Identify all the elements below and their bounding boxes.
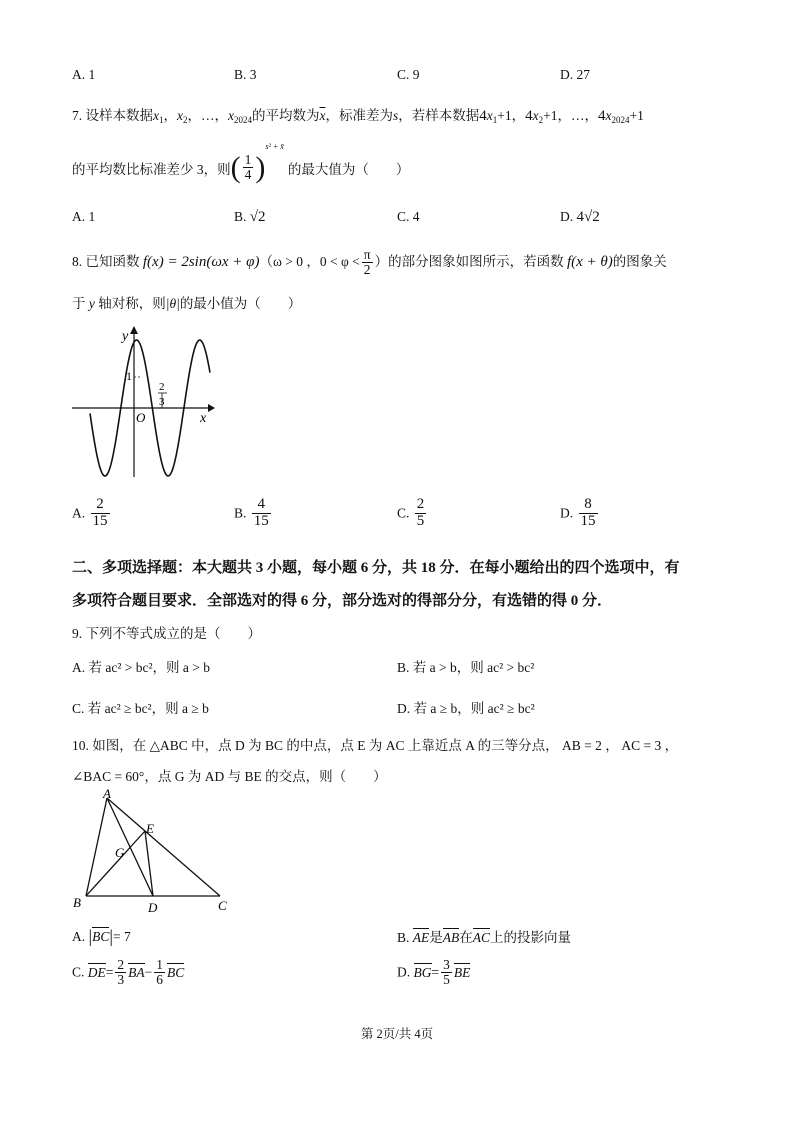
- label-g: G: [115, 845, 125, 860]
- q6-option-c: C. 9: [397, 67, 420, 82]
- q6-option-b: B. 3: [234, 67, 257, 82]
- x-label: x: [200, 411, 207, 426]
- q8-option-a: A. $\frac{2}{15}$: [72, 496, 108, 529]
- q8-option-b: B. $\frac{4}{15}$: [234, 496, 269, 529]
- page-footer: 第 2页/共 4页: [360, 1027, 434, 1041]
- label-a: A: [103, 786, 111, 801]
- label-c: C: [218, 898, 227, 913]
- q8-stem-line2: 于 y 轴对称，则|θ|的最小值为（ ）: [72, 296, 302, 311]
- q6-option-a: A. 1: [72, 67, 96, 82]
- q9-option-b: B. 若 a > b，则 ac² > bc²: [397, 660, 535, 675]
- q10-stem-line2: ∠BAC = 60°，点 G 为 AD 与 BE 的交点，则（ ）: [72, 769, 387, 784]
- q8-sine-graph: [70, 322, 220, 482]
- q7-stem-line1: 7. 设样本数据$x_1$，$x_2$，…，$x_{2024}$的平均数为$\overline{x}$，标准差为s，若样本数据$4x_1+1$，$4x_2+1$，…，$4x_{2024}+1$: [72, 108, 644, 125]
- q9-option-a: A. 若 ac² > bc²，则 a > b: [72, 660, 211, 675]
- q6-option-d: D. 27: [560, 67, 590, 82]
- section2-heading-line1: 二、多项选择题：本大题共 3 小题，每小题 6 分，共 18 分．在每小题给出的四个选项中，有: [72, 560, 680, 576]
- q7-option-a: A. 1: [72, 209, 96, 224]
- frac-den: 3: [159, 396, 165, 408]
- q8-option-d: D. $\frac{8}{15}$: [560, 496, 596, 529]
- frac-num: 2: [159, 381, 165, 393]
- q10-option-d: D. BG= $\frac{3}{5}$ BE: [397, 957, 471, 988]
- q9-option-c: C. 若 ac² ≥ bc²，则 a ≥ b: [72, 701, 209, 716]
- q7-option-c: C. 4: [397, 209, 420, 224]
- label-d: D: [148, 900, 158, 915]
- q8-option-c: C. $\frac{2}{5}$: [397, 496, 425, 529]
- q10-triangle-figure: [70, 786, 240, 916]
- q9-stem: 9. 下列不等式成立的是（ ）: [72, 626, 261, 641]
- section2-heading-line2: 多项符合题目要求．全部选对的得 6 分，部分选对的得部分分，有选错的得 0 分．: [72, 593, 613, 609]
- origin-label: O: [136, 410, 146, 425]
- y-label: y: [122, 329, 129, 344]
- q10-option-a: A. |BC|= 7: [72, 926, 131, 946]
- q9-option-d: D. 若 a ≥ b，则 ac² ≥ bc²: [397, 701, 535, 716]
- side-ab: [86, 798, 107, 896]
- q10-stem-line1: 10. 如图，在 △ABC 中，点 D 为 BC 的中点，点 E 为 AC 上靠近点 A 的三等分点， AB = 2 ， AC = 3 ，: [72, 738, 679, 753]
- segment-be: [86, 831, 145, 896]
- q7-stem-line2: 的平均数比标准差少 3，则( $\frac{1}{4}$ )$^{s^2 + x̄}$的最大值为（ ）: [72, 142, 410, 184]
- x-axis-arrow: [208, 404, 215, 412]
- q8-stem-line1: 8. 已知函数 f(x) = 2sin(ωx + φ)（ω > 0 ，0 < φ < $\frac{\pi}{2}$ ）的部分图象如图所示，若函数 f(x + θ)的图象关: [72, 247, 667, 278]
- q7-option-b: B. √2: [234, 209, 266, 225]
- q10-option-b: B. AE是AB在AC上的投影向量: [397, 930, 572, 945]
- q7-option-d: D. 4√2: [560, 209, 600, 225]
- y-axis-arrow: [130, 326, 138, 334]
- one-label: 1: [126, 369, 132, 383]
- q10-option-c: C. DE= $\frac{2}{3}$ BA− $\frac{1}{6}$ BC: [72, 957, 185, 988]
- label-e: E: [146, 821, 154, 836]
- label-b: B: [73, 895, 81, 910]
